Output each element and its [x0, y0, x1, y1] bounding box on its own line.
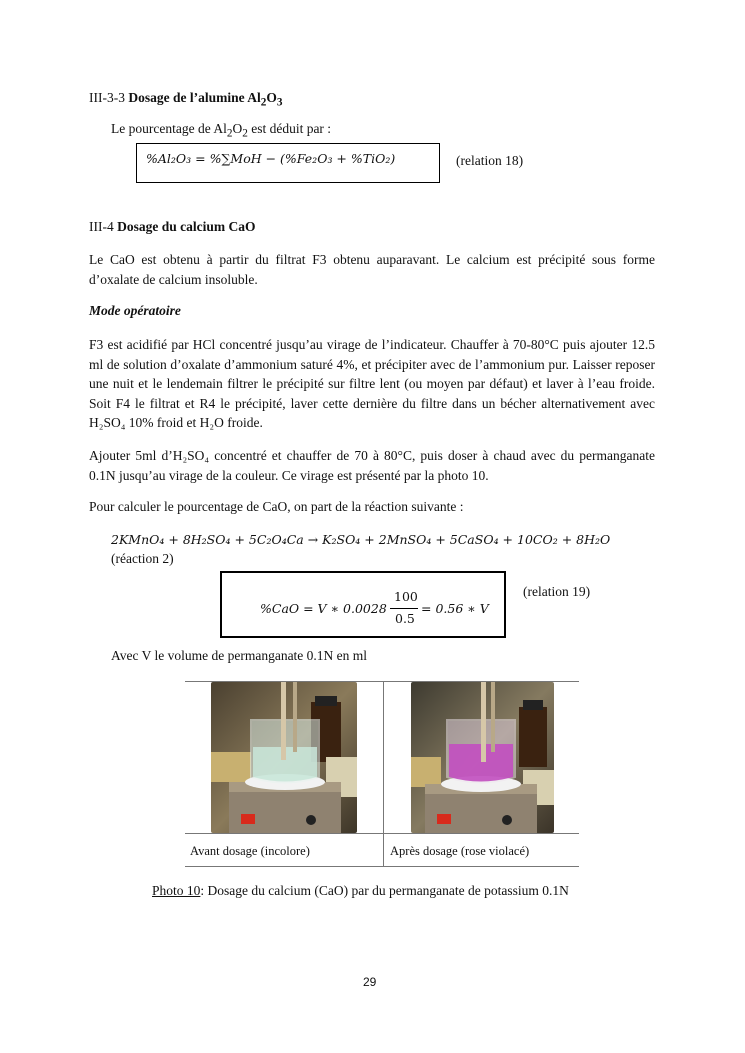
reaction-label: (réaction 2) [111, 551, 174, 566]
section-number: III-3-3 [89, 90, 125, 105]
relation-19-lhs: %CaO = V ∗ 0.0028 [260, 601, 387, 616]
figure-caption [152, 883, 569, 899]
mode-operatoire-heading [89, 303, 181, 319]
section-heading-34 [89, 219, 255, 235]
fraction-numerator: 100 [394, 589, 418, 604]
table-mid-rule [185, 833, 579, 834]
avec-text: Avec V le volume de permanganate 0.1N en ml [111, 648, 368, 663]
section-heading-333 [89, 90, 283, 109]
photo-after-titration [411, 682, 554, 833]
section-number: III-4 [89, 219, 114, 234]
table-bottom-rule [185, 866, 579, 867]
intro-pre: Le pourcentage de Al [111, 121, 227, 136]
mode-title: Mode opératoire [89, 303, 181, 318]
relation-19-rhs: = 0.56 ∗ V [421, 601, 489, 616]
subscript: 2 [226, 127, 233, 140]
relation-18-label: (relation 18) [456, 153, 524, 168]
figure-ref: Photo 10 [152, 883, 201, 898]
intro-text-333 [111, 121, 331, 140]
relation-18-formula: %Al₂O₃ = %∑MoH − (%Fe₂O₃ + %TiO₂) [146, 151, 396, 166]
title-mid: O [266, 90, 277, 105]
fraction-bar [390, 608, 418, 609]
beaker-after-image [411, 682, 554, 833]
subscript: 2 [242, 127, 248, 140]
relation-18-box [136, 143, 440, 183]
paragraph-2: F3 est acidifié par HCl concentré jusqu’au virage de l’indicateur. Chauffer à 70-80°C puis ajouter 12.5 ml de solution d’oxalate d’ammonium saturé 4%, et précipiter avec de l’ammonium pur. Laisser reposer une nuit et le lendemain filtrer le précipité sur filtre lent (ou moyen par défaut) et laver à l’eau froide. Soit F4 le filtrat et R4 le précipité, laver cette dernière du filtre dans un bécher alternativement avec H₂SO₄ 10% froid et H₂O froide. [89, 337, 655, 430]
table-col-divider [383, 681, 384, 867]
intro-post: est déduit par : [247, 121, 332, 136]
beaker-before-image [211, 682, 357, 833]
paragraph-1: Le CaO est obtenu à partir du filtrat F3 obtenu auparavant. Le calcium est précipité sous forme d’oxalate de calcium insoluble. [89, 252, 655, 287]
photo-caption-after: Après dosage (rose violacé) [390, 844, 530, 858]
section-title: Dosage de l’alumine Al [128, 90, 261, 105]
relation-19-label: (relation 19) [523, 584, 591, 599]
paragraph-3: Ajouter 5ml d’H₂SO₄ concentré et chauffer de 70 à 80°C, puis doser à chaud avec du permanganate 0.1N jusqu’au virage de la couleur. Ce virage est présenté par la photo 10. [89, 448, 655, 483]
subscript: 3 [276, 96, 283, 109]
photo-caption-before: Avant dosage (incolore) [190, 844, 310, 858]
figure-caption-text: : Dosage du calcium (CaO) par du permanganate de potassium 0.1N [200, 883, 569, 898]
photo-table [185, 681, 579, 867]
intro-mid: O [232, 121, 243, 136]
page-number: 29 [363, 975, 377, 989]
reaction-equation: 2KMnO₄ + 8H₂SO₄ + 5C₂O₄Ca → K₂SO₄ + 2MnSO₄ + 5CaSO₄ + 10CO₂ + 8H₂O [111, 532, 611, 547]
subscript: 2 [260, 96, 267, 109]
relation-19-box [220, 571, 506, 638]
fraction-denominator: 0.5 [395, 611, 415, 626]
paragraph-4: Pour calculer le pourcentage de CaO, on part de la réaction suivante : [89, 499, 464, 514]
section-title: Dosage du calcium CaO [117, 219, 256, 234]
photo-before-titration [211, 682, 357, 833]
